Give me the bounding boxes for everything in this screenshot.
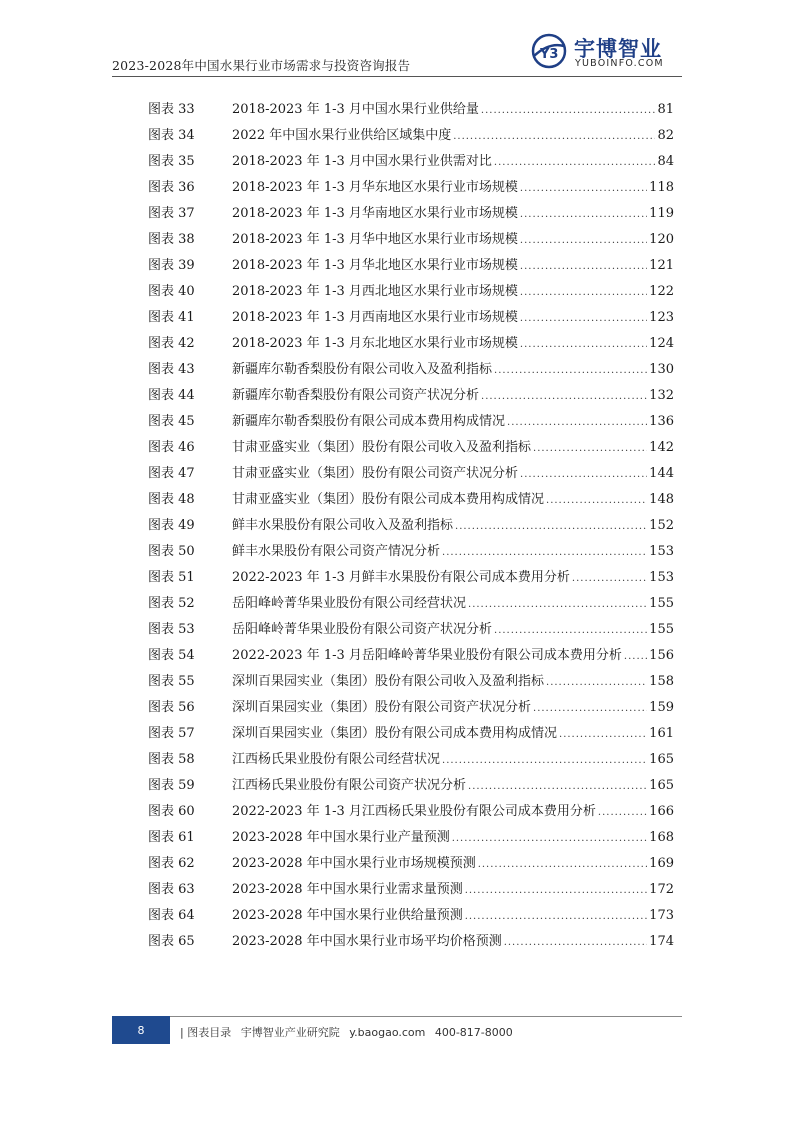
toc-entry[interactable] <box>148 774 674 800</box>
toc-page-number: 155 <box>649 622 674 637</box>
toc-page-number: 159 <box>649 700 674 715</box>
toc-leader-dots <box>520 313 647 324</box>
toc-figure-label: 图表 34 <box>148 128 195 143</box>
toc-leader-dots <box>452 833 647 844</box>
toc-figure-title: 2018-2023 年 1-3 月西南地区水果行业市场规模 <box>232 310 518 325</box>
toc-figure-title: 深圳百果园实业（集团）股份有限公司成本费用构成情况 <box>232 726 558 741</box>
toc-entry[interactable] <box>148 358 674 384</box>
toc-figure-title: 江西杨氏果业股份有限公司经营状况 <box>232 752 441 767</box>
toc-figure-label: 图表 58 <box>148 752 195 767</box>
toc-leader-dots <box>572 573 647 584</box>
toc-entry[interactable] <box>148 644 674 670</box>
toc-figure-label: 图表 65 <box>148 934 195 949</box>
toc-entry[interactable] <box>148 306 674 332</box>
toc-figure-label: 图表 55 <box>148 674 195 689</box>
toc-figure-label: 图表 60 <box>148 804 195 819</box>
toc-figure-title: 2022-2023 年 1-3 月江西杨氏果业股份有限公司成本费用分析 <box>232 804 596 819</box>
toc-leader-dots <box>533 703 647 714</box>
toc-figure-title: 新疆库尔勒香梨股份有限公司收入及盈利指标 <box>232 362 493 377</box>
toc-figure-label: 图表 45 <box>148 414 195 429</box>
toc-page-number: 153 <box>649 570 674 585</box>
toc-page-number: 82 <box>657 128 674 143</box>
toc-figure-label: 图表 62 <box>148 856 195 871</box>
toc-leader-dots <box>559 729 647 740</box>
toc-figure-label: 图表 54 <box>148 648 195 663</box>
toc-figure-title: 2022-2023 年 1-3 月鲜丰水果股份有限公司成本费用分析 <box>232 570 570 585</box>
toc-entry[interactable] <box>148 670 674 696</box>
toc-leader-dots <box>478 859 647 870</box>
toc-page-number: 174 <box>649 934 674 949</box>
report-title: 2023-2028年中国水果行业市场需求与投资咨询报告 <box>112 58 411 73</box>
toc-entry[interactable] <box>148 488 674 514</box>
toc-page-number: 168 <box>649 830 674 845</box>
toc-page-number: 152 <box>649 518 674 533</box>
toc-entry[interactable] <box>148 800 674 826</box>
toc-figure-label: 图表 59 <box>148 778 195 793</box>
toc-figure-title: 2022 年中国水果行业供给区域集中度 <box>232 128 452 143</box>
toc-figure-title: 2018-2023 年 1-3 月华北地区水果行业市场规模 <box>232 258 518 273</box>
toc-entry[interactable] <box>148 826 674 852</box>
toc-figure-title: 2018-2023 年 1-3 月西北地区水果行业市场规模 <box>232 284 518 299</box>
toc-page-number: 148 <box>649 492 674 507</box>
toc-entry[interactable] <box>148 436 674 462</box>
toc-leader-dots <box>481 105 656 116</box>
toc-leader-dots <box>504 937 647 948</box>
toc-figure-label: 图表 49 <box>148 518 195 533</box>
toc-leader-dots <box>494 625 647 636</box>
toc-figure-title: 2023-2028 年中国水果行业供给量预测 <box>232 908 463 923</box>
toc-leader-dots <box>465 885 647 896</box>
toc-page-number: 165 <box>649 778 674 793</box>
toc-figure-label: 图表 57 <box>148 726 195 741</box>
toc-page-number: 165 <box>649 752 674 767</box>
toc-entry[interactable] <box>148 930 674 956</box>
toc-leader-dots <box>520 339 647 350</box>
toc-figure-title: 甘肃亚盛实业（集团）股份有限公司成本费用构成情况 <box>232 492 545 507</box>
toc-page-number: 121 <box>649 258 674 273</box>
toc-entry[interactable] <box>148 514 674 540</box>
toc-entry[interactable] <box>148 722 674 748</box>
toc-entry[interactable] <box>148 332 674 358</box>
toc-figure-title: 2018-2023 年 1-3 月华南地区水果行业市场规模 <box>232 206 518 221</box>
toc-leader-dots <box>546 677 647 688</box>
toc-figure-label: 图表 46 <box>148 440 195 455</box>
toc-figure-title: 鲜丰水果股份有限公司收入及盈利指标 <box>232 518 454 533</box>
toc-figure-label: 图表 40 <box>148 284 195 299</box>
toc-figure-label: 图表 48 <box>148 492 195 507</box>
toc-figure-label: 图表 61 <box>148 830 195 845</box>
toc-page-number: 153 <box>649 544 674 559</box>
toc-leader-dots <box>520 235 647 246</box>
header-divider <box>112 76 682 77</box>
toc-figure-title: 甘肃亚盛实业（集团）股份有限公司收入及盈利指标 <box>232 440 532 455</box>
toc-page-number: 120 <box>649 232 674 247</box>
toc-leader-dots <box>481 391 647 402</box>
yubo-logo-icon <box>530 32 568 70</box>
toc-entry[interactable] <box>148 176 674 202</box>
toc-entry[interactable] <box>148 150 674 176</box>
toc-leader-dots <box>442 547 647 558</box>
toc-figure-label: 图表 56 <box>148 700 195 715</box>
toc-leader-dots <box>455 521 647 532</box>
toc-figure-title: 深圳百果园实业（集团）股份有限公司收入及盈利指标 <box>232 674 545 689</box>
toc-page-number: 122 <box>649 284 674 299</box>
toc-figure-label: 图表 36 <box>148 180 195 195</box>
toc-entry[interactable] <box>148 696 674 722</box>
footer-phone: 400-817-8000 <box>434 1026 513 1039</box>
toc-figure-label: 图表 33 <box>148 102 195 117</box>
toc-figure-label: 图表 51 <box>148 570 195 585</box>
toc-entry[interactable] <box>148 124 674 150</box>
toc-page-number: 136 <box>649 414 674 429</box>
toc-entry[interactable] <box>148 254 674 280</box>
toc-entry[interactable] <box>148 566 674 592</box>
toc-figure-label: 图表 41 <box>148 310 195 325</box>
footer-info <box>180 1024 519 1040</box>
toc-figure-label: 图表 38 <box>148 232 195 247</box>
toc-entry[interactable] <box>148 592 674 618</box>
toc-entry[interactable] <box>148 540 674 566</box>
toc-page-number: 118 <box>649 180 674 195</box>
toc-entry[interactable] <box>148 410 674 436</box>
toc-page-number: 161 <box>649 726 674 741</box>
toc-figure-label: 图表 50 <box>148 544 195 559</box>
svg-text:Y3: Y3 <box>540 47 559 62</box>
toc-entry[interactable] <box>148 748 674 774</box>
toc-figure-label: 图表 37 <box>148 206 195 221</box>
toc-leader-dots <box>598 807 647 818</box>
toc-leader-dots <box>507 417 647 428</box>
toc-page-number: 130 <box>649 362 674 377</box>
toc-entry[interactable] <box>148 384 674 410</box>
toc-figure-title: 新疆库尔勒香梨股份有限公司资产状况分析 <box>232 388 480 403</box>
toc-figure-title: 深圳百果园实业（集团）股份有限公司资产状况分析 <box>232 700 532 715</box>
toc-page-number: 123 <box>649 310 674 325</box>
toc-figure-label: 图表 39 <box>148 258 195 273</box>
toc-figure-title: 2023-2028 年中国水果行业需求量预测 <box>232 882 463 897</box>
toc-page-number: 81 <box>657 102 674 117</box>
logo-chinese-name: 宇博智业 <box>574 37 662 61</box>
toc-figure-title: 2022-2023 年 1-3 月岳阳峰岭菁华果业股份有限公司成本费用分析 <box>232 648 622 663</box>
toc-leader-dots <box>453 131 655 142</box>
toc-page-number: 132 <box>649 388 674 403</box>
toc-figure-title: 2023-2028 年中国水果行业市场平均价格预测 <box>232 934 502 949</box>
figure-list <box>148 98 674 956</box>
toc-figure-title: 2023-2028 年中国水果行业市场规模预测 <box>232 856 476 871</box>
toc-figure-label: 图表 35 <box>148 154 195 169</box>
toc-page-number: 155 <box>649 596 674 611</box>
toc-figure-title: 2018-2023 年 1-3 月华中地区水果行业市场规模 <box>232 232 518 247</box>
toc-figure-label: 图表 42 <box>148 336 195 351</box>
toc-figure-title: 江西杨氏果业股份有限公司资产状况分析 <box>232 778 467 793</box>
toc-figure-label: 图表 53 <box>148 622 195 637</box>
toc-page-number: 84 <box>657 154 674 169</box>
toc-page-number: 158 <box>649 674 674 689</box>
toc-figure-title: 2018-2023 年 1-3 月中国水果行业供给量 <box>232 102 479 117</box>
page-number-badge: 8 <box>112 1016 170 1044</box>
toc-entry[interactable] <box>148 904 674 930</box>
toc-entry[interactable] <box>148 852 674 878</box>
toc-figure-title: 2018-2023 年 1-3 月华东地区水果行业市场规模 <box>232 180 518 195</box>
toc-page-number: 142 <box>649 440 674 455</box>
toc-figure-label: 图表 43 <box>148 362 195 377</box>
toc-entry[interactable] <box>148 98 674 124</box>
toc-leader-dots <box>546 495 647 506</box>
toc-figure-title: 甘肃亚盛实业（集团）股份有限公司资产状况分析 <box>232 466 519 481</box>
toc-figure-title: 新疆库尔勒香梨股份有限公司成本费用构成情况 <box>232 414 506 429</box>
toc-page-number: 119 <box>649 206 674 221</box>
toc-page-number: 166 <box>649 804 674 819</box>
toc-leader-dots <box>624 651 647 662</box>
toc-figure-label: 图表 44 <box>148 388 195 403</box>
toc-leader-dots <box>465 911 647 922</box>
toc-leader-dots <box>520 209 647 220</box>
company-logo <box>530 32 690 72</box>
toc-page-number: 124 <box>649 336 674 351</box>
toc-leader-dots <box>520 183 647 194</box>
toc-page-number: 156 <box>649 648 674 663</box>
toc-leader-dots <box>468 781 647 792</box>
toc-figure-title: 岳阳峰岭菁华果业股份有限公司资产状况分析 <box>232 622 493 637</box>
toc-leader-dots <box>494 365 647 376</box>
toc-page-number: 173 <box>649 908 674 923</box>
toc-leader-dots <box>533 443 647 454</box>
toc-leader-dots <box>520 287 647 298</box>
toc-entry[interactable] <box>148 878 674 904</box>
logo-domain: YUBOINFO.COM <box>575 58 664 69</box>
footer-org: 宇博智业产业研究院 <box>240 1026 340 1039</box>
toc-leader-dots <box>442 755 647 766</box>
toc-leader-dots <box>468 599 647 610</box>
toc-figure-label: 图表 63 <box>148 882 195 897</box>
toc-leader-dots <box>494 157 656 168</box>
toc-leader-dots <box>520 261 647 272</box>
toc-figure-label: 图表 52 <box>148 596 195 611</box>
footer-url[interactable]: y.baogao.com <box>349 1026 426 1039</box>
toc-figure-title: 岳阳峰岭菁华果业股份有限公司经营状况 <box>232 596 467 611</box>
toc-entry[interactable] <box>148 280 674 306</box>
toc-figure-title: 2018-2023 年 1-3 月东北地区水果行业市场规模 <box>232 336 518 351</box>
footer-divider <box>112 1016 682 1017</box>
toc-entry[interactable] <box>148 228 674 254</box>
toc-figure-title: 2023-2028 年中国水果行业产量预测 <box>232 830 450 845</box>
toc-entry[interactable] <box>148 462 674 488</box>
toc-leader-dots <box>520 469 647 480</box>
toc-page-number: 144 <box>649 466 674 481</box>
toc-page-number: 172 <box>649 882 674 897</box>
toc-entry[interactable] <box>148 202 674 228</box>
toc-figure-title: 鲜丰水果股份有限公司资产情况分析 <box>232 544 441 559</box>
toc-figure-label: 图表 47 <box>148 466 195 481</box>
footer-section: | 图表目录 <box>180 1026 232 1039</box>
toc-figure-title: 2018-2023 年 1-3 月中国水果行业供需对比 <box>232 154 492 169</box>
toc-entry[interactable] <box>148 618 674 644</box>
toc-page-number: 169 <box>649 856 674 871</box>
toc-figure-label: 图表 64 <box>148 908 195 923</box>
